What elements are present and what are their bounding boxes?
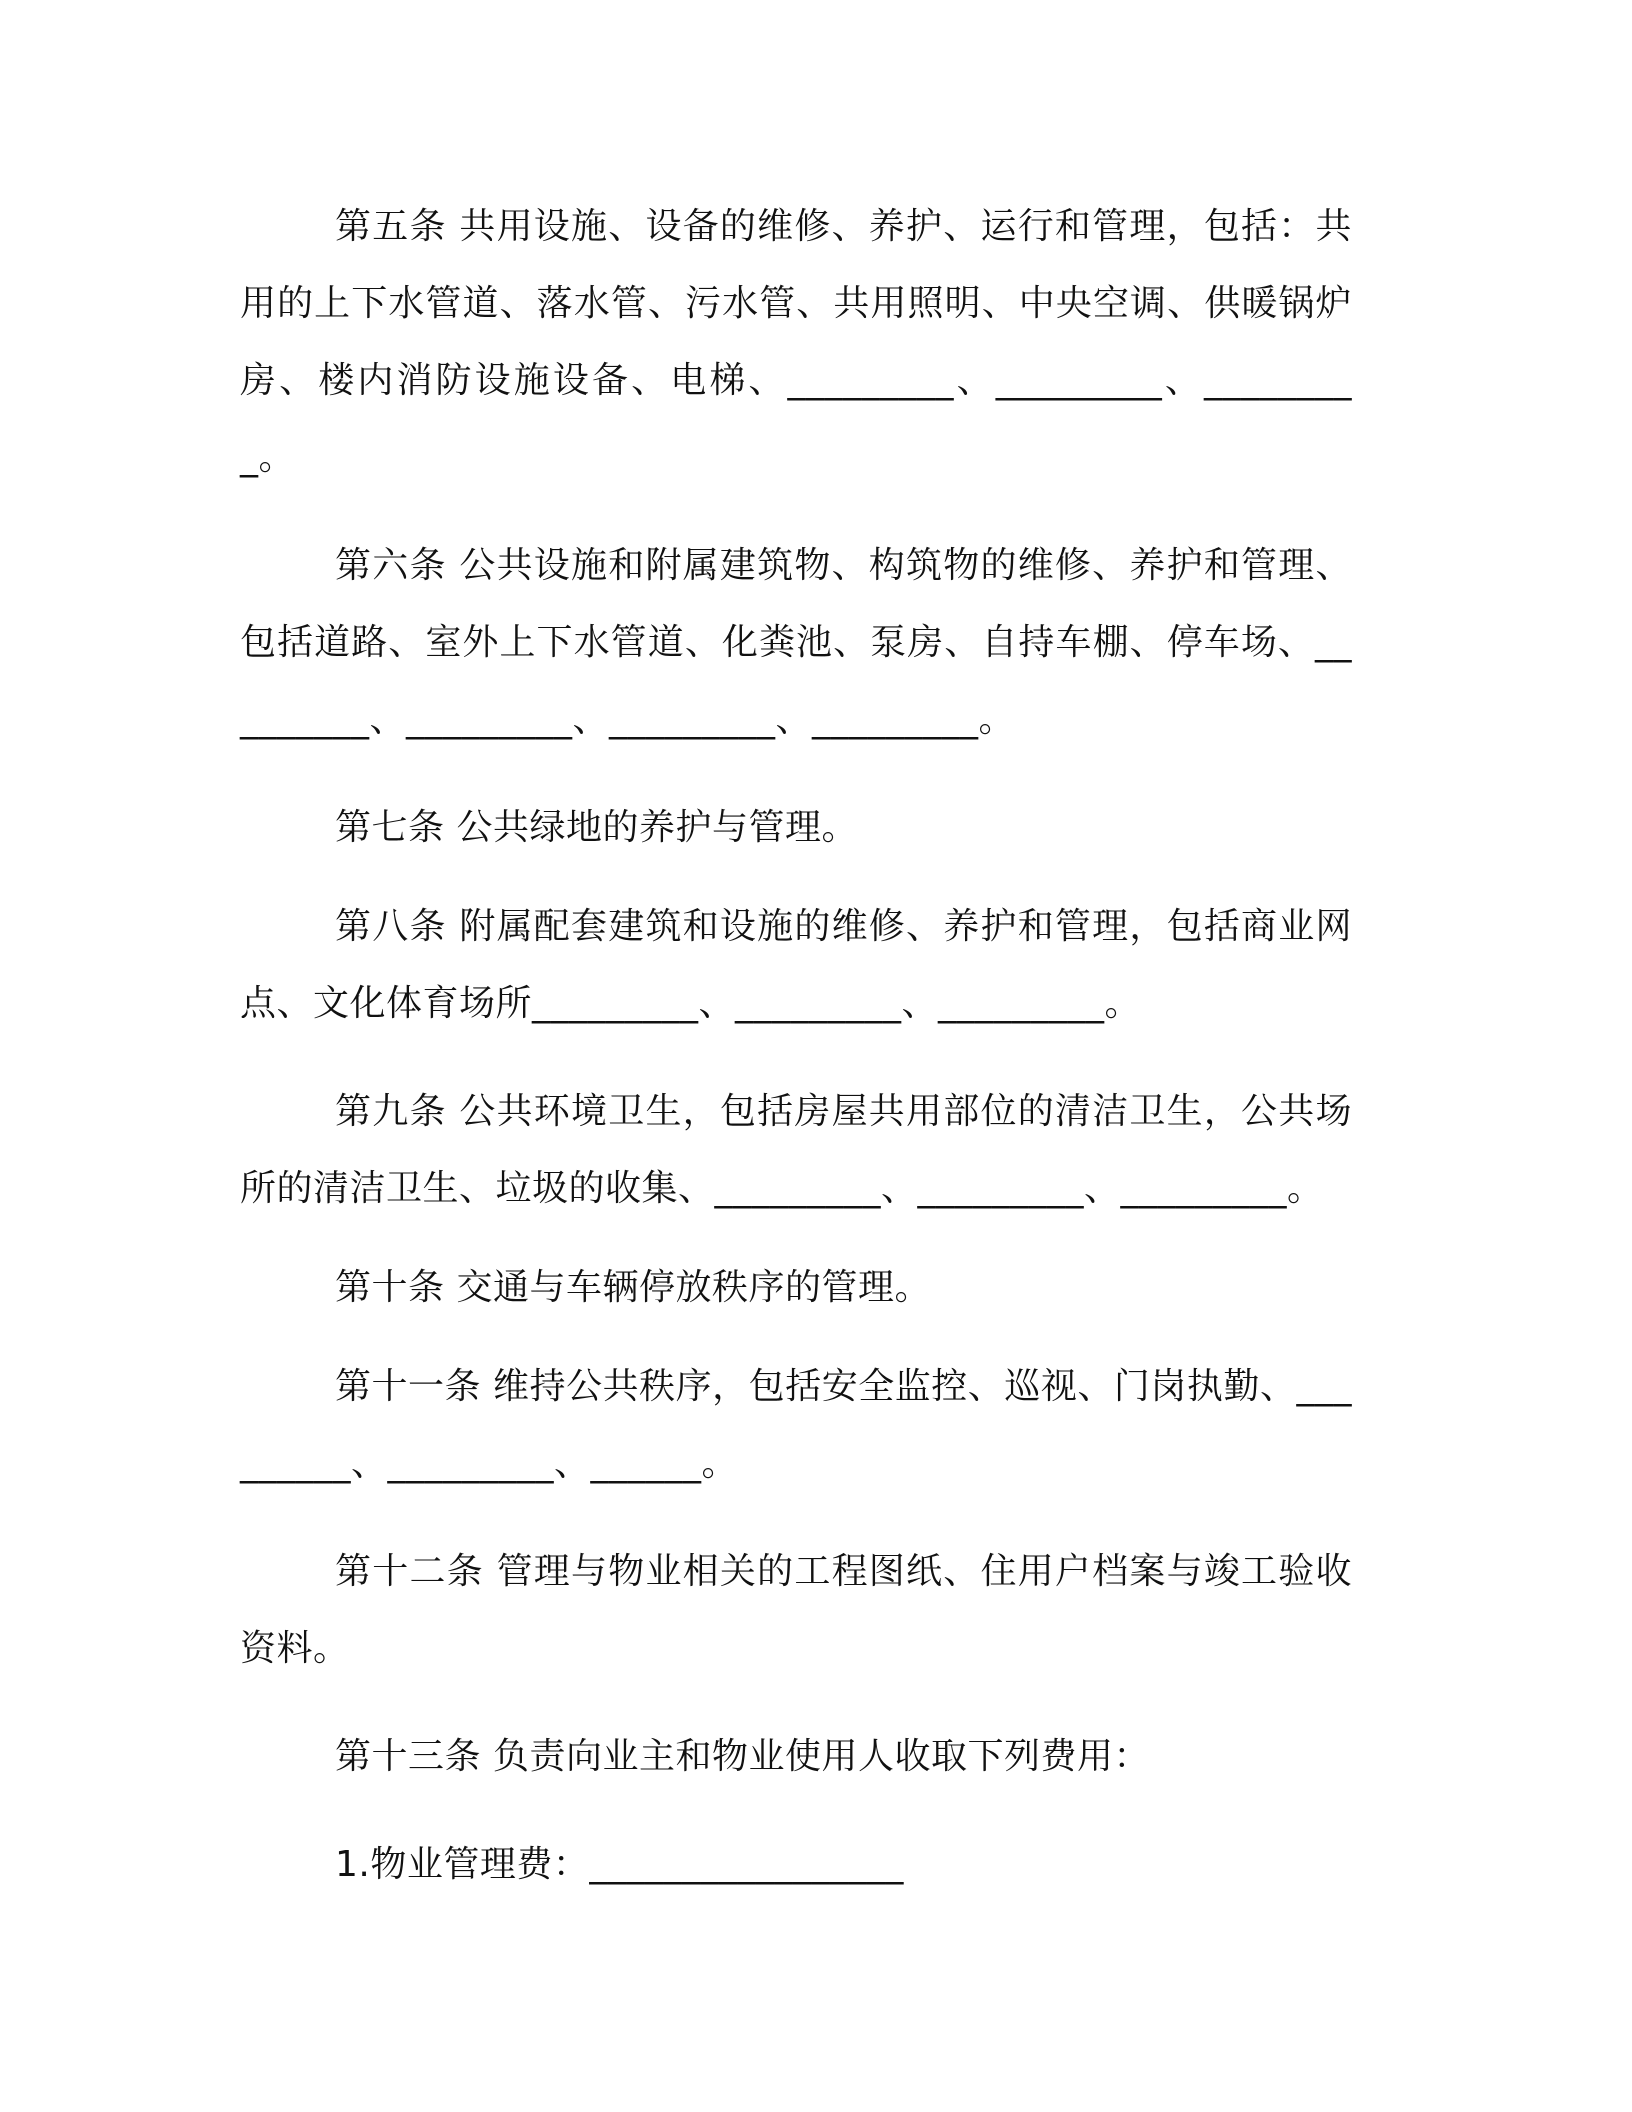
article-10: 第十条 交通与车辆停放秩序的管理。 (335, 1267, 931, 1308)
article-5: 第五条 共用设施、设备的维修、养护、运行和管理，包括：共用的上下水管道、落水管、污水管、共用照明、中央空调、供暖锅炉房、楼内消防设施设备、电梯、_________、_________、_________。 (240, 206, 1352, 478)
document-body (240, 188, 1352, 1903)
article-12: 第十二条 管理与物业相关的工程图纸、住用户档案与竣工验收资料。 (240, 1551, 1352, 1669)
fee-item-1: 1.物业管理费：_________________ (335, 1844, 904, 1885)
article-9: 第九条 公共环境卫生，包括房屋共用部位的清洁卫生，公共场所的清洁卫生、垃圾的收集、_________、_________、_________。 (240, 1091, 1352, 1209)
article-6: 第六条 公共设施和附属建筑物、构筑物的维修、养护和管理、包括道路、室外上下水管道、化粪池、泵房、自持车棚、停车场、_________、_________、_________、_________。 (240, 545, 1352, 740)
article-7: 第七条 公共绿地的养护与管理。 (335, 807, 858, 848)
article-8: 第八条 附属配套建筑和设施的维修、养护和管理，包括商业网点、文化体育场所_________、_________、_________。 (240, 906, 1352, 1024)
article-11: 第十一条 维持公共秩序，包括安全监控、巡视、门岗执勤、_________、_________、______。 (240, 1366, 1352, 1484)
article-13: 第十三条 负责向业主和物业使用人收取下列费用： (335, 1736, 1150, 1777)
